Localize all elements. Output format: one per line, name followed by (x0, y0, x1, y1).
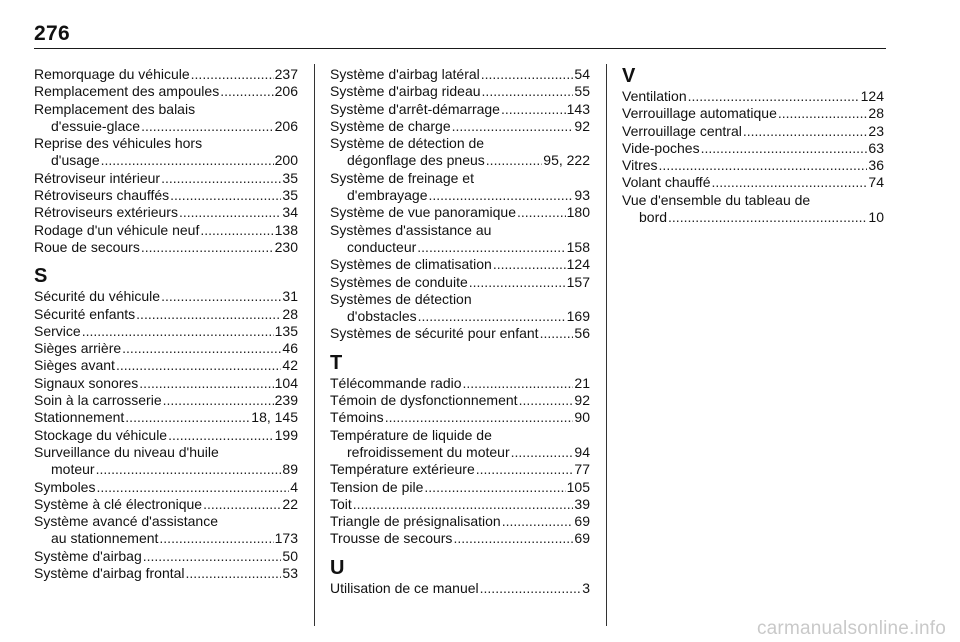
index-entry-title: au stationnement (51, 530, 159, 547)
index-entry-line (34, 427, 298, 444)
index-entry-line (330, 461, 590, 478)
index-entry-title: Sièges arrière (34, 340, 122, 357)
index-entry-page: 199 (274, 426, 298, 443)
section-letter: S (34, 265, 48, 288)
leader-dots (203, 496, 281, 513)
index-entry-line (330, 496, 590, 513)
leader-dots (125, 409, 250, 426)
index-entry-line (330, 83, 590, 100)
index-entry-title: Température extérieure (330, 461, 475, 478)
index-entry[interactable] (622, 192, 884, 227)
index-entry-page: 206 (274, 83, 298, 100)
index-entry-line (330, 291, 590, 308)
index-entry-page: 3 (582, 579, 590, 596)
leader-dots (480, 580, 582, 597)
index-entry-line (330, 66, 590, 83)
index-entry-line (330, 101, 590, 118)
index-entry-page: 69 (574, 530, 590, 547)
index-entry-page: 92 (574, 117, 590, 134)
index-entry-line (34, 530, 298, 547)
index-entry-title: d'usage (51, 152, 100, 169)
index-entry[interactable] (330, 291, 590, 326)
index-column-1 (34, 66, 298, 582)
index-entry-page: 69 (574, 513, 590, 530)
index-entry-title: Sécurité du véhicule (34, 288, 161, 305)
index-entry-line (330, 530, 590, 547)
leader-dots (163, 392, 274, 409)
index-entry-title: Triangle de présignalisation (330, 513, 501, 530)
index-entry[interactable] (34, 204, 298, 221)
index-entry-title: Système avancé d'assistance (34, 513, 218, 530)
index-entry-title: Systèmes de conduite (330, 273, 468, 290)
leader-dots (429, 187, 574, 204)
index-entry[interactable] (622, 123, 884, 140)
index-entry[interactable] (330, 580, 590, 597)
index-entry-line (330, 204, 590, 221)
index-entry-title: Remplacement des ampoules (34, 83, 220, 100)
index-entry-title: Système d'airbag rideau (330, 83, 481, 100)
index-entry-line (34, 170, 298, 187)
index-entry-page: 35 (282, 169, 298, 186)
index-entry-line (330, 118, 590, 135)
index-entry-page: 23 (868, 122, 884, 139)
index-entry-title: d'embrayage (347, 187, 428, 204)
index-entry-page: 94 (574, 443, 590, 460)
index-entry-page: 239 (274, 392, 298, 409)
index-entry[interactable] (34, 222, 298, 239)
index-entry[interactable] (622, 174, 884, 191)
index-entry-page: 35 (282, 187, 298, 204)
index-entry-title: conducteur (347, 238, 417, 255)
leader-dots (96, 479, 289, 496)
index-entry-line (34, 306, 298, 323)
index-entry-line (330, 580, 590, 597)
leader-dots (159, 530, 273, 547)
leader-dots (711, 174, 867, 191)
leader-dots (168, 427, 274, 444)
index-entry-title: Sécurité enfants (34, 305, 136, 322)
index-entry[interactable] (330, 513, 590, 530)
page-number: 276 (34, 22, 70, 45)
index-entry[interactable] (34, 66, 298, 83)
index-entry-page: 53 (282, 565, 298, 582)
index-entry-line (330, 513, 590, 530)
index-entry-page: 157 (566, 273, 590, 290)
leader-dots (453, 530, 573, 547)
index-entry-title: Service (34, 322, 81, 339)
leader-dots (476, 461, 574, 478)
index-entry[interactable] (330, 325, 590, 342)
index-entry-line (34, 461, 298, 478)
index-entry[interactable] (34, 323, 298, 340)
index-entry[interactable] (34, 170, 298, 187)
index-entry-title: Symboles (34, 478, 96, 495)
index-entry[interactable] (330, 427, 590, 462)
index-entry-page: 10 (868, 209, 884, 226)
leader-dots (96, 461, 282, 478)
index-entry-title: Verrouillage automatique (622, 105, 777, 122)
index-entry[interactable] (330, 375, 590, 392)
index-entry[interactable] (34, 375, 298, 392)
index-entry-line (34, 479, 298, 496)
leader-dots (139, 375, 273, 392)
index-entry-title: Utilisation de ce manuel (330, 579, 479, 596)
leader-dots (502, 513, 574, 530)
index-entry-line (34, 513, 298, 530)
leader-dots (136, 306, 281, 323)
index-entry-title: Vitres (622, 157, 658, 174)
leader-dots (701, 140, 868, 157)
leader-dots (511, 444, 574, 461)
index-entry[interactable] (622, 88, 884, 105)
index-entry-line (330, 170, 590, 187)
index-entry-line (34, 357, 298, 374)
index-entry[interactable] (622, 157, 884, 174)
index-entry-page: 54 (574, 66, 590, 82)
index-entry-page: 36 (868, 157, 884, 174)
index-entry-line (34, 239, 298, 256)
index-entry[interactable] (330, 83, 590, 100)
index-entry-line (330, 187, 590, 204)
index-entry-line (622, 174, 884, 191)
index-entry[interactable] (34, 496, 298, 513)
index-entry-page: 95, 222 (543, 152, 590, 169)
index-entry[interactable] (330, 256, 590, 273)
index-entry-page: 42 (282, 357, 298, 374)
section-letter: T (330, 351, 343, 374)
index-entry-line (34, 83, 298, 100)
index-entry-page: 31 (282, 288, 298, 305)
index-entry[interactable] (330, 461, 590, 478)
index-entry[interactable] (34, 565, 298, 582)
leader-dots (418, 308, 566, 325)
index-entry-page: 18, 145 (251, 409, 298, 426)
leader-dots (161, 288, 281, 305)
leader-dots (493, 256, 566, 273)
index-entry-line (330, 479, 590, 496)
leader-dots (452, 118, 574, 135)
index-entry[interactable] (34, 409, 298, 426)
index-entry-page: 180 (566, 204, 590, 221)
index-entry-page: 56 (574, 325, 590, 342)
index-entry-line (622, 105, 884, 122)
leader-dots (659, 157, 868, 174)
index-entry[interactable] (34, 187, 298, 204)
index-column-2 (330, 66, 590, 597)
index-entry-page: 169 (566, 308, 590, 325)
leader-dots (469, 274, 566, 291)
index-entry-line (330, 256, 590, 273)
index-entry-title: Reprise des véhicules hors (34, 135, 203, 152)
index-entry[interactable] (34, 239, 298, 256)
leader-dots (122, 340, 281, 357)
header-rule (34, 48, 886, 49)
leader-dots (82, 323, 274, 340)
leader-dots (161, 170, 281, 187)
index-entry[interactable] (330, 101, 590, 118)
index-entry-line (34, 340, 298, 357)
leader-dots (501, 101, 566, 118)
index-entry-title: Volant chauffé (622, 174, 711, 191)
index-entry-page: 105 (566, 478, 590, 495)
index-entry-title: Roue de secours (34, 238, 140, 255)
index-entry-line (330, 409, 590, 426)
index-entry-line (34, 565, 298, 582)
index-entry-title: Système de charge (330, 117, 451, 134)
index-entry-title: Stationnement (34, 409, 125, 426)
index-entry-title: Signaux sonores (34, 374, 139, 391)
index-entry-line (330, 222, 590, 239)
index-entry[interactable] (330, 409, 590, 426)
index-entry-page: 200 (274, 152, 298, 169)
index-entry-line (330, 427, 590, 444)
index-entry-line (330, 308, 590, 325)
index-entry[interactable] (34, 479, 298, 496)
index-entry-line (622, 209, 884, 226)
index-entry-page: 135 (274, 322, 298, 339)
index-entry-title: Verrouillage central (622, 122, 742, 139)
index-entry-title: Système d'airbag frontal (34, 565, 185, 582)
index-entry-page: 22 (282, 495, 298, 512)
index-entry-page: 39 (574, 495, 590, 512)
index-entry-title: Remplacement des balais (34, 100, 196, 117)
index-entry-title: Système de freinage et (330, 169, 474, 186)
index-entry-page: 21 (574, 374, 590, 391)
index-entry-title: Soin à la carrosserie (34, 392, 162, 409)
index-entry-page: 93 (574, 187, 590, 204)
index-entry[interactable] (330, 204, 590, 221)
index-entry-title: Remorquage du véhicule (34, 66, 190, 82)
section-letter: U (330, 556, 345, 579)
leader-dots (778, 105, 868, 122)
index-entry[interactable] (330, 118, 590, 135)
index-entry-line (330, 135, 590, 152)
index-entry-page: 173 (274, 530, 298, 547)
leader-dots (417, 239, 565, 256)
index-entry-title: dégonflage des pneus (347, 152, 485, 169)
watermark: carmanualsonline.info (756, 618, 946, 639)
index-entry[interactable] (34, 444, 298, 479)
index-entry-page: 206 (274, 117, 298, 134)
index-entry[interactable] (34, 513, 298, 548)
index-entry-page: 50 (282, 547, 298, 564)
index-entry[interactable] (330, 135, 590, 170)
index-entry-title: Télécommande radio (330, 374, 462, 391)
index-entry[interactable] (330, 392, 590, 409)
index-entry-title: Vide-poches (622, 139, 700, 156)
leader-dots (353, 496, 574, 513)
index-entry-line (34, 323, 298, 340)
index-entry-line (622, 157, 884, 174)
index-entry[interactable] (330, 170, 590, 205)
index-entry-page: 34 (282, 204, 298, 221)
index-entry[interactable] (330, 530, 590, 547)
index-entry-line (34, 496, 298, 513)
index-entry-line (34, 222, 298, 239)
index-entry-line (330, 239, 590, 256)
index-entry-title: Toit (330, 495, 352, 512)
index-entry-title: Rétroviseurs chauffés (34, 187, 170, 204)
section-letter: V (622, 65, 636, 87)
index-entry-line (34, 152, 298, 169)
index-entry-title: Témoin de dysfonctionnement (330, 392, 518, 409)
index-entry-title: Surveillance du niveau d'huile (34, 443, 219, 460)
leader-dots (385, 409, 574, 426)
index-entry-title: Rodage d'un véhicule neuf (34, 221, 200, 238)
index-entry-page: 4 (290, 478, 298, 495)
index-entry-title: Rétroviseurs extérieurs (34, 204, 178, 221)
index-entry-line (34, 118, 298, 135)
index-entry[interactable] (622, 140, 884, 157)
index-entry-page: 124 (860, 88, 884, 104)
index-entry-line (34, 204, 298, 221)
index-entry-page: 138 (274, 221, 298, 238)
index-entry-page: 55 (574, 83, 590, 100)
index-entry-line (330, 152, 590, 169)
index-entry-line (622, 140, 884, 157)
index-entry-line (622, 88, 884, 105)
index-entry[interactable] (622, 105, 884, 122)
index-entry-title: Système d'airbag (34, 547, 142, 564)
index-entry-page: 77 (574, 461, 590, 478)
index-entry[interactable] (34, 340, 298, 357)
index-entry-line (622, 192, 884, 209)
index-entry-line (330, 392, 590, 409)
index-entry-title: Ventilation (622, 88, 687, 104)
leader-dots (191, 66, 274, 83)
leader-dots (519, 392, 574, 409)
index-entry-title: Rétroviseur intérieur (34, 169, 161, 186)
index-entry-page: 74 (868, 174, 884, 191)
index-entry-title: Sièges avant (34, 357, 115, 374)
column-separator (314, 64, 315, 626)
leader-dots (200, 222, 273, 239)
index-entry-line (34, 444, 298, 461)
index-entry-title: Stockage du véhicule (34, 426, 168, 443)
index-entry-page: 28 (868, 105, 884, 122)
index-entry[interactable] (330, 222, 590, 257)
index-entry-page: 143 (566, 100, 590, 117)
leader-dots (170, 187, 281, 204)
leader-dots (424, 479, 565, 496)
leader-dots (220, 83, 273, 100)
index-entry-title: d'essuie-glace (51, 117, 141, 134)
index-entry-page: 92 (574, 392, 590, 409)
index-entry-title: Système d'arrêt-démarrage (330, 100, 500, 117)
index-entry-title: Systèmes d'assistance au (330, 221, 492, 238)
index-entry-page: 89 (282, 461, 298, 478)
index-entry-line (34, 187, 298, 204)
leader-dots (482, 83, 574, 100)
index-entry[interactable] (330, 66, 590, 83)
index-entry-line (330, 325, 590, 342)
leader-dots (179, 204, 281, 221)
index-entry-line (34, 375, 298, 392)
index-entry-line (34, 101, 298, 118)
index-entry-page: 90 (574, 409, 590, 426)
index-entry-line (34, 288, 298, 305)
index-entry[interactable] (34, 101, 298, 136)
index-column-3 (622, 66, 884, 226)
leader-dots (668, 209, 867, 226)
index-entry-page: 230 (274, 238, 298, 255)
index-entry-page: 63 (868, 139, 884, 156)
index-entry-title: Systèmes de sécurité pour enfant (330, 325, 539, 342)
index-entry-title: refroidissement du moteur (347, 443, 510, 460)
index-entry-line (330, 444, 590, 461)
index-entry-line (34, 66, 298, 83)
index-entry-page: 124 (566, 256, 590, 273)
leader-dots (186, 565, 282, 582)
index-entry-page: 104 (274, 374, 298, 391)
index-entry-title: Température de liquide de (330, 426, 492, 443)
index-entry[interactable] (34, 392, 298, 409)
leader-dots (141, 239, 274, 256)
index-entry-page: 28 (282, 305, 298, 322)
leader-dots (517, 204, 566, 221)
leader-dots (743, 123, 868, 140)
leader-dots (116, 357, 281, 374)
leader-dots (101, 152, 274, 169)
index-entry-title: Système de vue panoramique (330, 204, 516, 221)
index-entry-line (34, 392, 298, 409)
leader-dots (540, 325, 574, 342)
index-entry-title: Témoins (330, 409, 384, 426)
index-entry-line (34, 135, 298, 152)
leader-dots (688, 88, 860, 105)
index-entry-line (622, 123, 884, 140)
index-entry[interactable] (34, 135, 298, 170)
index-entry-title: moteur (51, 461, 95, 478)
index-entry-line (34, 548, 298, 565)
index-entry[interactable] (34, 288, 298, 305)
index-entry-title: Trousse de secours (330, 530, 453, 547)
column-separator (606, 64, 607, 626)
index-entry-page: 237 (274, 66, 298, 82)
index-entry-title: Système à clé électronique (34, 495, 203, 512)
index-entry[interactable] (34, 548, 298, 565)
index-entry-line (330, 375, 590, 392)
index-entry-title: Vue d'ensemble du tableau de (622, 191, 811, 208)
index-entry[interactable] (330, 496, 590, 513)
index-entry-title: Systèmes de climatisation (330, 256, 492, 273)
index-entry[interactable] (330, 274, 590, 291)
leader-dots (143, 548, 282, 565)
index-entry-title: Système de détection de (330, 135, 485, 152)
index-entry-page: 158 (566, 238, 590, 255)
index-entry-title: Systèmes de détection (330, 290, 472, 307)
leader-dots (463, 375, 574, 392)
index-entry-line (330, 274, 590, 291)
index-entry[interactable] (34, 357, 298, 374)
leader-dots (486, 152, 542, 169)
index-entry-page: 46 (282, 340, 298, 357)
leader-dots (481, 66, 574, 83)
index-entry-line (34, 409, 298, 426)
index-entry[interactable] (330, 479, 590, 496)
index-entry[interactable] (34, 427, 298, 444)
index-entry-title: bord (639, 209, 668, 226)
index-entry-title: Système d'airbag latéral (330, 66, 480, 82)
leader-dots (141, 118, 274, 135)
index-entry-title: Tension de pile (330, 478, 424, 495)
index-entry[interactable] (34, 306, 298, 323)
index-entry[interactable] (34, 83, 298, 100)
index-entry-title: d'obstacles (347, 308, 417, 325)
